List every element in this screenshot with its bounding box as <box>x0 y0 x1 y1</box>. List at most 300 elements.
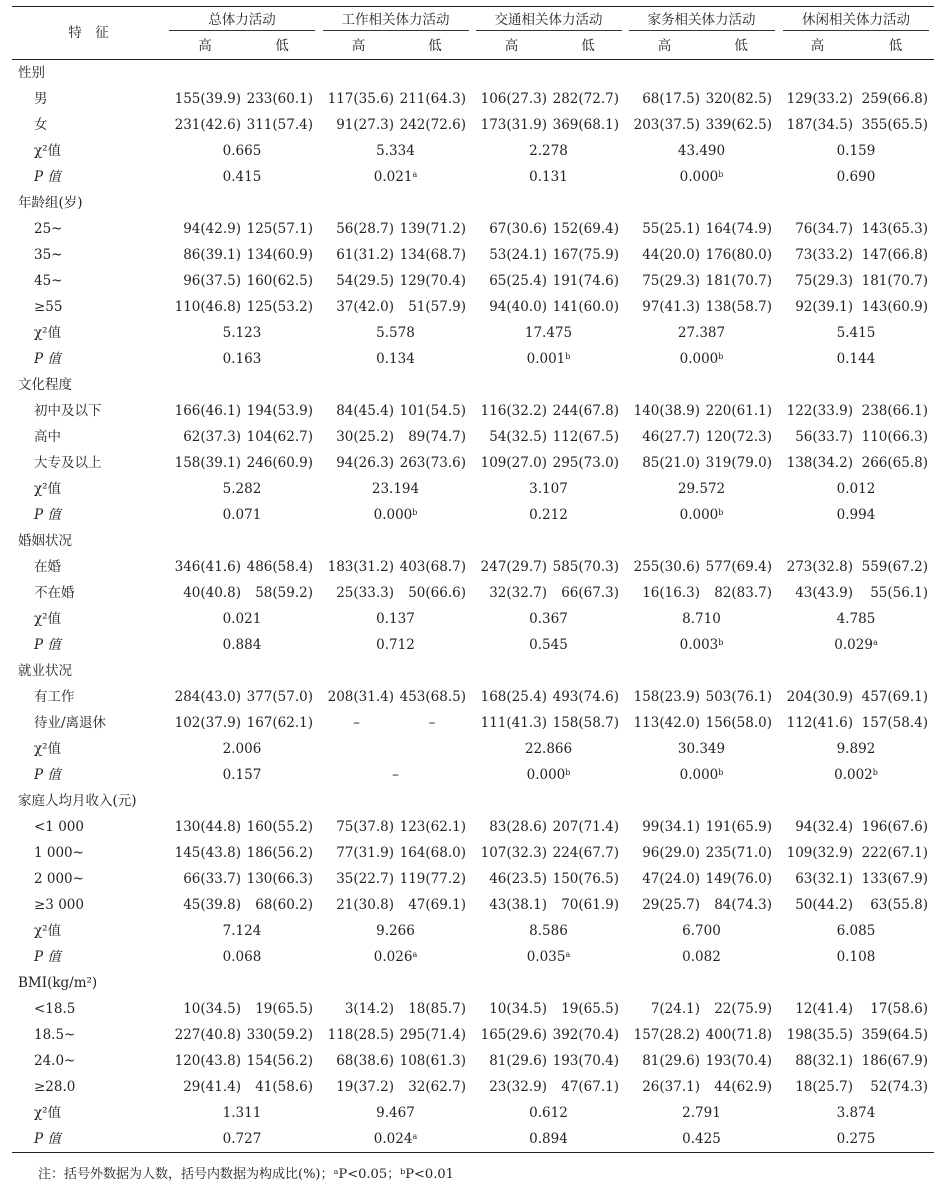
row-label: 1 000~ <box>34 845 84 861</box>
row-label: 待业/离退休 <box>34 715 107 731</box>
chi-square-value: 7.124 <box>222 923 262 939</box>
table-cell: – <box>428 715 436 731</box>
table-cell: 62(37.3) <box>183 429 241 445</box>
p-value: 0.029 <box>834 637 873 653</box>
chi-square-label: χ²值 <box>34 325 62 341</box>
chi-square-value: 17.475 <box>524 325 573 341</box>
table-cell: 120(43.8) <box>174 1053 241 1069</box>
table-cell: 19(65.5) <box>561 1001 619 1017</box>
row-label: 初中及以下 <box>34 403 102 419</box>
table-cell: 176(80.0) <box>705 247 772 263</box>
table-cell: 139(71.2) <box>399 221 466 237</box>
chi-square-row <box>12 918 934 944</box>
table-cell: 75(29.3) <box>642 273 700 289</box>
p-value-cell <box>165 164 319 190</box>
table-cell: 89(74.7) <box>408 429 466 445</box>
table-cell: 311(57.4) <box>246 117 313 133</box>
p-value: 0.163 <box>222 351 262 367</box>
p-value: 0.157 <box>222 767 262 783</box>
p-value: 0.068 <box>222 949 262 965</box>
table-row <box>12 814 934 840</box>
table-cell: 191(65.9) <box>705 819 772 835</box>
chi-square-value: 0.367 <box>529 611 568 627</box>
table-cell: 157(28.2) <box>633 1027 700 1043</box>
table-cell: 157(58.4) <box>861 715 928 731</box>
table-cell: 70(61.9) <box>561 897 619 913</box>
table-cell: 108(61.3) <box>399 1053 466 1069</box>
chi-square-value: 5.282 <box>222 481 262 497</box>
p-value: 0.425 <box>682 1131 721 1147</box>
high-header: 高 <box>472 33 551 60</box>
table-cell: 17(58.6) <box>870 1001 928 1017</box>
table-cell: 166(46.1) <box>174 403 241 419</box>
chi-square-value: 2.006 <box>222 741 262 757</box>
table-cell: 198(35.5) <box>786 1027 853 1043</box>
p-value-row <box>12 346 934 372</box>
table-cell: 83(28.6) <box>489 819 547 835</box>
p-value: 0.000 <box>373 507 413 523</box>
chi-square-value: 0.665 <box>222 143 262 159</box>
table-cell: 47(69.1) <box>408 897 466 913</box>
chi-square-value: 9.266 <box>376 923 415 939</box>
significance-mark: b <box>718 508 724 517</box>
p-value-cell <box>625 346 778 372</box>
table-cell: 10(34.5) <box>183 1001 241 1017</box>
table-cell: 18(25.7) <box>795 1079 853 1095</box>
table-cell: 486(58.4) <box>246 559 313 575</box>
table-cell: 369(68.1) <box>552 117 619 133</box>
p-value: 0.134 <box>376 351 415 367</box>
table-cell: 149(76.0) <box>705 871 772 887</box>
chi-square-value: 0.612 <box>529 1105 568 1121</box>
table-cell: 37(42.0) <box>336 299 394 315</box>
table-cell: 224(67.7) <box>552 845 619 861</box>
significance-mark: a <box>412 170 418 179</box>
table-cell: 106(27.3) <box>480 91 547 107</box>
table-cell: 503(76.1) <box>705 689 772 705</box>
table-cell: 84(74.3) <box>714 897 772 913</box>
table-cell: 392(70.4) <box>552 1027 619 1043</box>
chi-square-row <box>12 606 934 632</box>
row-label: 24.0~ <box>34 1053 76 1069</box>
table-cell: 165(29.6) <box>480 1027 547 1043</box>
table-cell: 3(14.2) <box>344 1001 394 1017</box>
p-value-row <box>12 944 934 970</box>
p-value: 0.712 <box>376 637 415 653</box>
table-cell: 141(60.0) <box>552 299 619 315</box>
table-cell: 30(25.2) <box>336 429 394 445</box>
section-row <box>12 658 934 684</box>
chi-square-row <box>12 320 934 346</box>
p-value-label: P 值 <box>34 637 61 653</box>
table-cell: 88(32.1) <box>795 1053 853 1069</box>
p-value-cell <box>165 502 319 528</box>
p-value-cell <box>778 164 934 190</box>
table-cell: 75(37.8) <box>336 819 394 835</box>
table-cell: 242(72.6) <box>399 117 466 133</box>
chi-square-value: 2.278 <box>529 143 568 159</box>
table-cell: 112(41.6) <box>786 715 853 731</box>
table-cell: 233(60.1) <box>246 91 313 107</box>
p-value-cell <box>625 164 778 190</box>
table-cell: 92(39.1) <box>795 299 853 315</box>
chi-square-value: 8.586 <box>529 923 568 939</box>
physical-activity-table <box>12 6 934 1153</box>
chi-square-label: χ²值 <box>34 143 62 159</box>
table-cell: 145(43.8) <box>174 845 241 861</box>
chi-square-value: 2.791 <box>682 1105 721 1121</box>
table-cell: 246(60.9) <box>246 455 313 471</box>
chi-square-value: 27.387 <box>677 325 726 341</box>
chi-square-value: 6.085 <box>836 923 876 939</box>
table-cell: 158(39.1) <box>174 455 241 471</box>
row-label: 18.5~ <box>34 1027 76 1043</box>
table-cell: 44(62.9) <box>714 1079 772 1095</box>
table-cell: 110(46.8) <box>174 299 241 315</box>
table-cell: 147(66.8) <box>861 247 928 263</box>
table-cell: 160(55.2) <box>246 819 313 835</box>
table-cell: 47(67.1) <box>561 1079 619 1095</box>
row-label: ≥55 <box>34 299 63 315</box>
table-cell: 266(65.8) <box>861 455 928 471</box>
table-cell: 138(58.7) <box>705 299 772 315</box>
table-cell: 320(82.5) <box>705 91 772 107</box>
p-value: 0.071 <box>222 507 262 523</box>
row-label: 35~ <box>34 247 63 263</box>
row-label: 45~ <box>34 273 63 289</box>
table-cell: 96(29.0) <box>642 845 700 861</box>
table-cell: 55(56.1) <box>870 585 928 601</box>
p-value-label: P 值 <box>34 949 61 965</box>
table-cell: 220(61.1) <box>705 403 772 419</box>
table-cell: 160(62.5) <box>246 273 313 289</box>
p-value-cell <box>778 762 934 788</box>
group-header-housework: 家务相关体力活动 <box>625 7 778 34</box>
table-cell: 109(27.0) <box>480 455 547 471</box>
table-cell: 235(71.0) <box>705 845 772 861</box>
table-cell: 140(38.9) <box>633 403 700 419</box>
table-row <box>12 892 934 918</box>
p-value-label: P 值 <box>34 169 61 185</box>
section-row <box>12 60 934 87</box>
table-cell: 104(62.7) <box>246 429 313 445</box>
table-cell: 158(58.7) <box>552 715 619 731</box>
row-label: 有工作 <box>34 689 75 705</box>
table-cell: 123(62.1) <box>399 819 466 835</box>
p-value: 0.131 <box>529 169 568 185</box>
table-cell: – <box>353 715 360 731</box>
section-row <box>12 970 934 996</box>
table-cell: 32(62.7) <box>408 1079 466 1095</box>
chi-square-label: χ²值 <box>34 611 62 627</box>
significance-mark: b <box>872 768 878 777</box>
table-cell: 193(70.4) <box>705 1053 772 1069</box>
table-cell: 130(66.3) <box>246 871 313 887</box>
p-value: 0.024 <box>373 1131 413 1147</box>
chi-square-value: 0.021 <box>222 611 262 627</box>
table-row <box>12 1074 934 1100</box>
table-row <box>12 112 934 138</box>
chi-square-value: 5.415 <box>836 325 876 341</box>
table-cell: 19(37.2) <box>336 1079 394 1095</box>
table-cell: 116(32.2) <box>480 403 547 419</box>
table-cell: 155(39.9) <box>174 91 241 107</box>
table-cell: 284(43.0) <box>174 689 241 705</box>
p-value-cell <box>165 346 319 372</box>
row-label: 在婚 <box>34 559 61 575</box>
table-cell: 164(68.0) <box>399 845 466 861</box>
p-value-row <box>12 164 934 190</box>
table-cell: 187(34.5) <box>786 117 853 133</box>
p-value: 0.000 <box>679 169 719 185</box>
section-title: 年龄组(岁) <box>18 195 83 211</box>
p-value-row <box>12 762 934 788</box>
significance-mark: b <box>718 638 724 647</box>
table-cell: 125(53.2) <box>246 299 313 315</box>
significance-mark: b <box>412 508 418 517</box>
low-header: 低 <box>245 33 319 60</box>
p-value-cell <box>165 1126 319 1153</box>
p-value: 0.894 <box>529 1131 568 1147</box>
table-cell: 156(58.0) <box>705 715 772 731</box>
p-value: 0.001 <box>526 351 566 367</box>
table-cell: 403(68.7) <box>399 559 466 575</box>
p-value: 0.727 <box>222 1131 262 1147</box>
table-footnote: 注：括号外数据为人数，括号内数据为构成比(%)；ᵃP<0.05；ᵇP<0.01 <box>38 1167 454 1182</box>
table-cell: 125(57.1) <box>246 221 313 237</box>
table-cell: 295(73.0) <box>552 455 619 471</box>
chi-square-value: 43.490 <box>677 143 726 159</box>
table-cell: 54(32.5) <box>489 429 547 445</box>
chi-square-value: 4.785 <box>836 611 876 627</box>
p-value: 0.082 <box>682 949 721 965</box>
table-cell: 56(33.7) <box>795 429 853 445</box>
table-row <box>12 996 934 1022</box>
table-row <box>12 216 934 242</box>
section-title: 性别 <box>18 65 45 81</box>
chi-square-value: 0.012 <box>836 481 876 497</box>
table-cell: 73(33.2) <box>795 247 853 263</box>
table-cell: 273(32.8) <box>786 559 853 575</box>
p-value: 0.884 <box>222 637 262 653</box>
table-cell: 227(40.8) <box>174 1027 241 1043</box>
table-cell: 173(31.9) <box>480 117 547 133</box>
p-value: 0.275 <box>836 1131 876 1147</box>
row-label: 大专及以上 <box>34 455 102 471</box>
table-cell: 99(34.1) <box>642 819 700 835</box>
chi-square-value: 0.159 <box>836 143 876 159</box>
table-cell: 68(38.6) <box>336 1053 394 1069</box>
section-row <box>12 372 934 398</box>
table-cell: 66(33.7) <box>183 871 241 887</box>
significance-mark: b <box>718 170 724 179</box>
table-cell: 10(34.5) <box>489 1001 547 1017</box>
p-value-cell <box>472 632 625 658</box>
table-row <box>12 1022 934 1048</box>
table-cell: 130(44.8) <box>174 819 241 835</box>
table-cell: 109(32.9) <box>786 845 853 861</box>
p-value-cell <box>778 944 934 970</box>
p-value-cell <box>472 164 625 190</box>
table-cell: 204(30.9) <box>786 689 853 705</box>
chi-square-label: χ²值 <box>34 741 62 757</box>
low-header: 低 <box>551 33 625 60</box>
table-row <box>12 866 934 892</box>
table-cell: 255(30.6) <box>633 559 700 575</box>
significance-mark: b <box>565 352 571 361</box>
table-cell: 26(37.1) <box>642 1079 700 1095</box>
table-row <box>12 684 934 710</box>
table-cell: 346(41.6) <box>174 559 241 575</box>
p-value-cell <box>319 632 472 658</box>
p-value-cell <box>165 762 319 788</box>
table-cell: 40(40.8) <box>183 585 241 601</box>
table-cell: 134(60.9) <box>246 247 313 263</box>
section-title: 婚姻状况 <box>18 533 72 549</box>
feature-header: 特 征 <box>12 7 165 60</box>
significance-mark: a <box>565 950 571 959</box>
table-cell: 58(59.2) <box>255 585 313 601</box>
table-cell: 50(66.6) <box>408 585 466 601</box>
table-cell: 65(25.4) <box>489 273 547 289</box>
table-cell: 117(35.6) <box>327 91 394 107</box>
chi-square-row <box>12 138 934 164</box>
table-cell: 91(27.3) <box>336 117 394 133</box>
table-cell: 18(85.7) <box>408 1001 466 1017</box>
chi-square-value <box>319 736 472 762</box>
table-cell: 113(42.0) <box>633 715 700 731</box>
table-cell: 110(66.3) <box>861 429 928 445</box>
chi-square-row <box>12 736 934 762</box>
significance-mark: a <box>872 638 878 647</box>
chi-square-value: 3.107 <box>529 481 568 497</box>
table-cell: 107(32.3) <box>480 845 547 861</box>
table-cell: 102(37.9) <box>174 715 241 731</box>
p-value-cell <box>319 164 472 190</box>
table-cell: 77(31.9) <box>336 845 394 861</box>
table-cell: 355(65.5) <box>861 117 928 133</box>
chi-square-value: 5.334 <box>376 143 415 159</box>
p-value: 0.108 <box>836 949 876 965</box>
table-cell: 68(60.2) <box>255 897 313 913</box>
table-cell: 63(32.1) <box>795 871 853 887</box>
table-cell: 25(33.3) <box>336 585 394 601</box>
table-cell: 585(70.3) <box>552 559 619 575</box>
table-cell: 118(28.5) <box>327 1027 394 1043</box>
chi-square-value: 23.194 <box>371 481 420 497</box>
table-cell: 94(32.4) <box>795 819 853 835</box>
group-header-transport: 交通相关体力活动 <box>472 7 625 34</box>
table-cell: 75(29.3) <box>795 273 853 289</box>
row-label: 男 <box>34 91 48 107</box>
table-cell: 51(57.9) <box>408 299 466 315</box>
table-cell: 247(29.7) <box>480 559 547 575</box>
table-cell: 81(29.6) <box>489 1053 547 1069</box>
p-value: 0.144 <box>836 351 876 367</box>
significance-mark: a <box>412 950 418 959</box>
table-cell: 330(59.2) <box>246 1027 313 1043</box>
chi-square-value: 22.866 <box>524 741 573 757</box>
p-value-cell <box>319 502 472 528</box>
table-cell: 143(65.3) <box>861 221 928 237</box>
table-cell: 35(22.7) <box>336 871 394 887</box>
table-cell: 143(60.9) <box>861 299 928 315</box>
row-label: <1 000 <box>34 819 84 835</box>
table-cell: 222(67.1) <box>861 845 928 861</box>
table-cell: 7(24.1) <box>650 1001 700 1017</box>
chi-square-value: 1.311 <box>222 1105 262 1121</box>
table-cell: 154(56.2) <box>246 1053 313 1069</box>
table-cell: 181(70.7) <box>705 273 772 289</box>
p-value-cell <box>625 944 778 970</box>
table-cell: 53(24.1) <box>489 247 547 263</box>
table-cell: 56(28.7) <box>336 221 394 237</box>
p-value-label: P 值 <box>34 507 61 523</box>
p-value-cell <box>165 944 319 970</box>
p-value-cell <box>778 1126 934 1153</box>
table-cell: 208(31.4) <box>327 689 394 705</box>
table-cell: 493(74.6) <box>552 689 619 705</box>
p-value-label: P 值 <box>34 767 61 783</box>
table-cell: 168(25.4) <box>480 689 547 705</box>
chi-square-label: χ²值 <box>34 481 62 497</box>
group-header-total: 总体力活动 <box>165 7 319 34</box>
table-cell: 138(34.2) <box>786 455 853 471</box>
chi-square-value: 0.137 <box>376 611 415 627</box>
p-value: 0.000 <box>679 351 719 367</box>
table-cell: 52(74.3) <box>870 1079 928 1095</box>
p-value-cell <box>625 1126 778 1153</box>
table-row <box>12 294 934 320</box>
p-value-cell <box>778 632 934 658</box>
table-cell: 150(76.5) <box>552 871 619 887</box>
table-cell: 94(40.0) <box>489 299 547 315</box>
p-value-cell <box>319 1126 472 1153</box>
table-cell: 12(41.4) <box>795 1001 853 1017</box>
table-row <box>12 554 934 580</box>
table-cell: 111(41.3) <box>480 715 547 731</box>
table-cell: 122(33.9) <box>786 403 853 419</box>
table-row <box>12 424 934 450</box>
table-cell: 158(23.9) <box>633 689 700 705</box>
table-cell: 282(72.7) <box>552 91 619 107</box>
table-cell: 23(32.9) <box>489 1079 547 1095</box>
group-header-work: 工作相关体力活动 <box>319 7 472 34</box>
section-title: 就业状况 <box>18 663 72 679</box>
table-cell: 194(53.9) <box>246 403 313 419</box>
table-cell: 46(27.7) <box>642 429 700 445</box>
table-cell: 359(64.5) <box>861 1027 928 1043</box>
table-cell: 101(54.5) <box>399 403 466 419</box>
p-value-cell <box>319 346 472 372</box>
low-header: 低 <box>857 33 934 60</box>
table-cell: 85(21.0) <box>642 455 700 471</box>
low-header: 低 <box>704 33 778 60</box>
table-cell: 97(41.3) <box>642 299 700 315</box>
table-cell: 191(74.6) <box>552 273 619 289</box>
table-cell: 19(65.5) <box>255 1001 313 1017</box>
table-cell: 238(66.1) <box>861 403 928 419</box>
table-cell: 112(67.5) <box>552 429 619 445</box>
p-value: 0.000 <box>679 767 719 783</box>
header-row-groups <box>12 7 934 34</box>
p-value-cell <box>472 346 625 372</box>
low-header: 低 <box>398 33 472 60</box>
table-cell: 339(62.5) <box>705 117 772 133</box>
table-cell: 400(71.8) <box>705 1027 772 1043</box>
row-label: 25~ <box>34 221 63 237</box>
table-cell: 29(25.7) <box>642 897 700 913</box>
